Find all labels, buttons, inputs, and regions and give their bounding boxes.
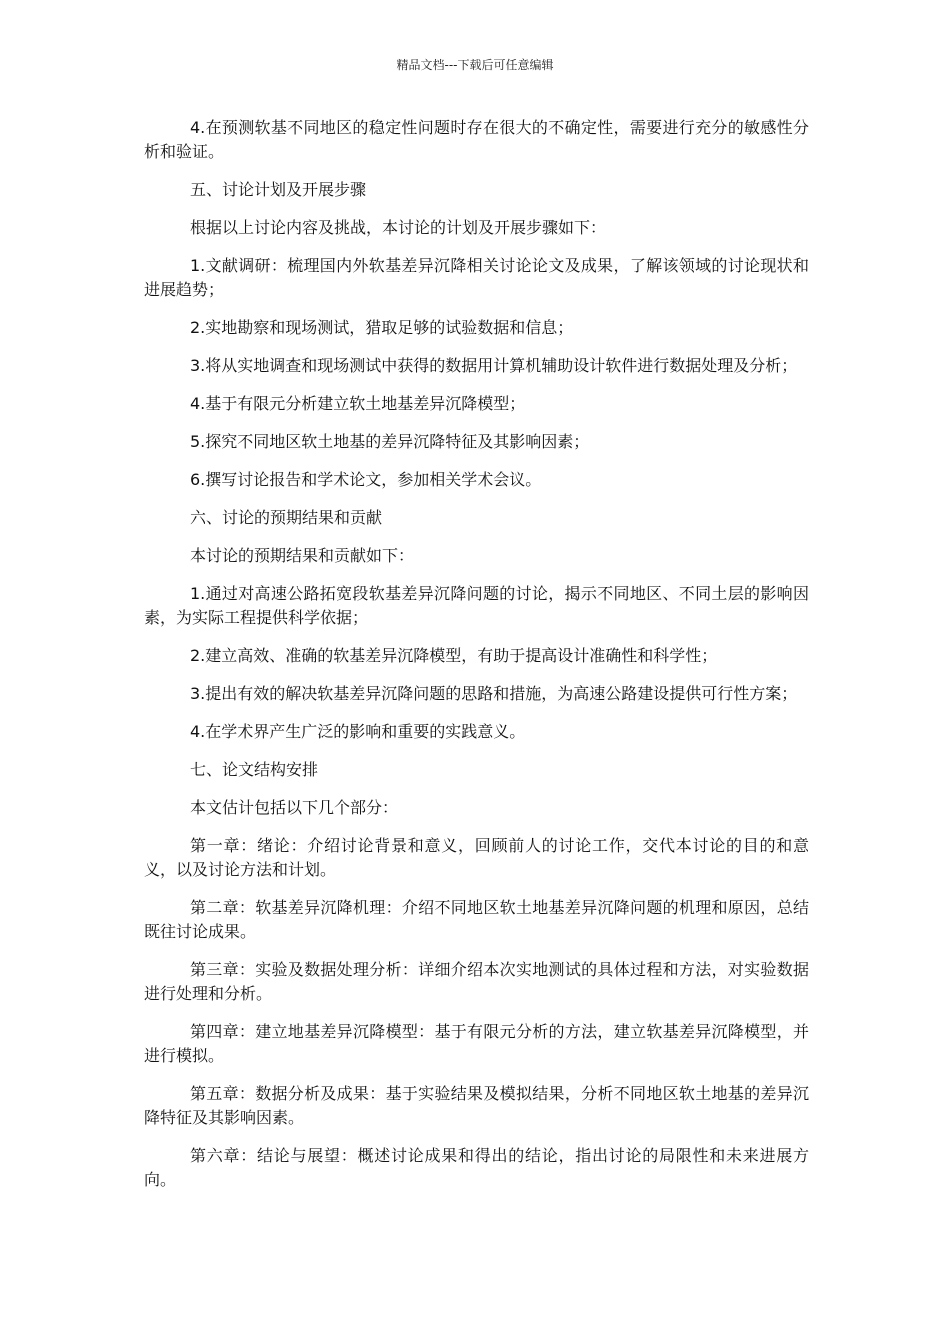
section-heading: 六、讨论的预期结果和贡献 (190, 508, 383, 527)
list-item: 1.通过对高速公路拓宽段软基差异沉降问题的讨论，揭示不同地区、不同土层的影响因素，为实际工程提供科学依据； (144, 584, 809, 627)
list-item: 2.实地勘察和现场测试，猎取足够的试验数据和信息； (190, 318, 574, 337)
chapter-item: 第二章：软基差异沉降机理：介绍不同地区软土地基差异沉降问题的机理和原因，总结既往讨论成果。 (144, 898, 809, 941)
list-item: 4.基于有限元分析建立软土地基差异沉降模型； (190, 394, 526, 413)
chapter-item: 第六章：结论与展望：概述讨论成果和得出的结论，指出讨论的局限性和未来进展方向。 (144, 1146, 809, 1189)
paragraph: 本讨论的预期结果和贡献如下： (190, 546, 415, 565)
list-item: 3.将从实地调查和现场测试中获得的数据用计算机辅助设计软件进行数据处理及分析； (190, 356, 798, 375)
list-item: 2.建立高效、准确的软基差异沉降模型，有助于提高设计准确性和科学性； (190, 646, 718, 665)
page-header: 精品文档---下载后可任意编辑 (396, 58, 554, 72)
list-item: 1.文献调研：梳理国内外软基差异沉降相关讨论论文及成果，了解该领域的讨论现状和进展趋势； (144, 256, 809, 299)
section-heading: 五、讨论计划及开展步骤 (190, 180, 367, 199)
paragraph: 4.在预测软基不同地区的稳定性问题时存在很大的不确定性，需要进行充分的敏感性分析和验证。 (144, 118, 809, 161)
list-item: 6.撰写讨论报告和学术论文，参加相关学术会议。 (190, 470, 542, 489)
chapter-item: 第一章：绪论：介绍讨论背景和意义，回顾前人的讨论工作，交代本讨论的目的和意义，以及讨论方法和计划。 (144, 836, 809, 879)
list-item: 5.探究不同地区软土地基的差异沉降特征及其影响因素； (190, 432, 590, 451)
list-item: 3.提出有效的解决软基差异沉降问题的思路和措施，为高速公路建设提供可行性方案； (190, 684, 798, 703)
section-heading: 七、论文结构安排 (190, 760, 319, 779)
paragraph: 根据以上讨论内容及挑战，本讨论的计划及开展步骤如下： (190, 218, 607, 237)
chapter-item: 第四章：建立地基差异沉降模型：基于有限元分析的方法，建立软基差异沉降模型，并进行模拟。 (144, 1022, 809, 1065)
chapter-item: 第三章：实验及数据处理分析：详细介绍本次实地测试的具体过程和方法，对实验数据进行处理和分析。 (144, 960, 809, 1003)
document-body (144, 116, 809, 1206)
list-item: 4.在学术界产生广泛的影响和重要的实践意义。 (190, 722, 526, 741)
paragraph: 本文估计包括以下几个部分： (190, 798, 399, 817)
chapter-item: 第五章：数据分析及成果：基于实验结果及模拟结果，分析不同地区软土地基的差异沉降特征及其影响因素。 (144, 1084, 809, 1127)
